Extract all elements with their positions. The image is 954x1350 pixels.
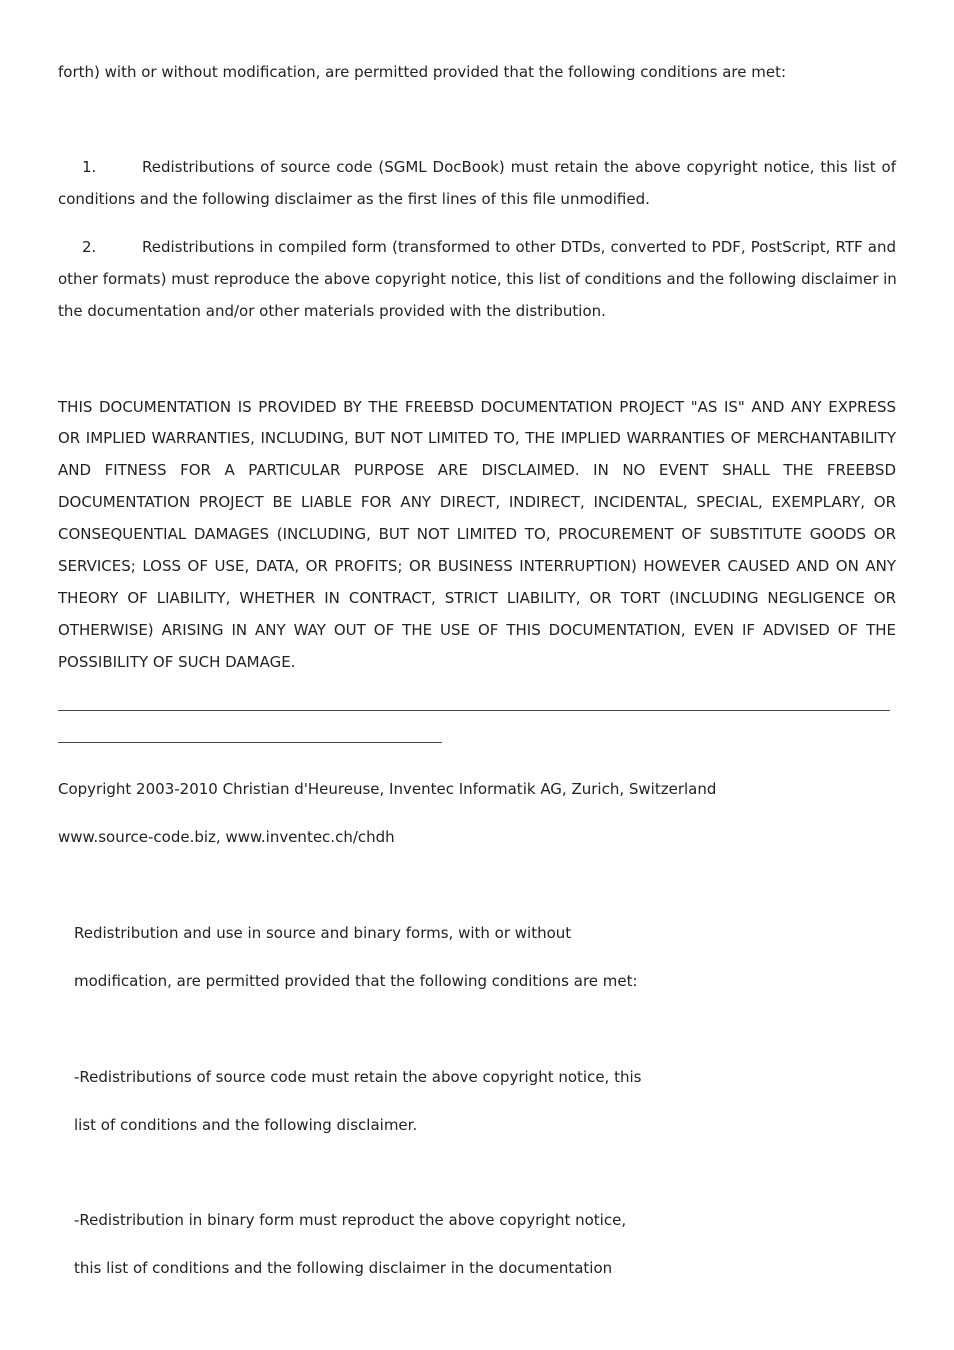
separator-rule: [58, 710, 890, 711]
disclaimer-line: THIS DOCUMENTATION IS PROVIDED BY THE FREEBSD DOCUMENTATION PROJECT "AS IS" AND ANY EXPRESS: [58, 398, 896, 416]
license-line: Redistribution and use in source and binary forms, with or without: [74, 924, 572, 942]
disclaimer-line: POSSIBILITY OF SUCH DAMAGE.: [58, 653, 296, 671]
list-item-text: conditions and the following disclaimer as the first lines of this file unmodified.: [58, 190, 650, 208]
disclaimer-line: SERVICES; LOSS OF USE, DATA, OR PROFITS; OR BUSINESS INTERRUPTION) HOWEVER CAUSED AND ON ANY: [58, 557, 896, 575]
disclaimer-line: OR IMPLIED WARRANTIES, INCLUDING, BUT NOT LIMITED TO, THE IMPLIED WARRANTIES OF MERCHANTABILITY: [58, 429, 896, 447]
license-line: -Redistribution in binary form must reproduct the above copyright notice,: [74, 1211, 627, 1229]
list-item-text: other formats) must reproduce the above copyright notice, this list of conditions and the following disclaimer in: [58, 270, 897, 288]
disclaimer-line: CONSEQUENTIAL DAMAGES (INCLUDING, BUT NOT LIMITED TO, PROCUREMENT OF SUBSTITUTE GOODS OR: [58, 525, 896, 543]
disclaimer-line: OTHERWISE) ARISING IN ANY WAY OUT OF THE USE OF THIS DOCUMENTATION, EVEN IF ADVISED OF THE: [58, 621, 896, 639]
websites-text: www.source-code.biz, www.inventec.ch/chdh: [58, 828, 395, 846]
list-item-2: [58, 237, 896, 257]
license-line: list of conditions and the following disclaimer.: [74, 1116, 418, 1134]
separator-rule: [58, 742, 442, 743]
intro-text: forth) with or without modification, are permitted provided that the following conditions are met:: [58, 63, 787, 81]
license-line: modification, are permitted provided that the following conditions are met:: [74, 972, 638, 990]
list-item-text: the documentation and/or other materials provided with the distribution.: [58, 302, 606, 320]
license-line: this list of conditions and the following disclaimer in the documentation: [74, 1259, 613, 1277]
list-item-text: Redistributions in compiled form (transformed to other DTDs, converted to PDF, PostScript, RTF and: [142, 238, 896, 256]
list-item-text: Redistributions of source code (SGML DocBook) must retain the above copyright notice, this list of: [142, 158, 896, 176]
copyright-text: Copyright 2003-2010 Christian d'Heureuse, Inventec Informatik AG, Zurich, Switzerland: [58, 780, 717, 798]
list-item-1: [58, 157, 896, 177]
license-line: -Redistributions of source code must retain the above copyright notice, this: [74, 1068, 642, 1086]
list-number: 1.: [82, 158, 97, 176]
disclaimer-line: DOCUMENTATION PROJECT BE LIABLE FOR ANY DIRECT, INDIRECT, INCIDENTAL, SPECIAL, EXEMPLARY, OR: [58, 493, 896, 511]
disclaimer-line: THEORY OF LIABILITY, WHETHER IN CONTRACT, STRICT LIABILITY, OR TORT (INCLUDING NEGLIGENCE OR: [58, 589, 896, 607]
list-number: 2.: [82, 238, 97, 256]
disclaimer-line: AND FITNESS FOR A PARTICULAR PURPOSE ARE DISCLAIMED. IN NO EVENT SHALL THE FREEBSD: [58, 461, 896, 479]
